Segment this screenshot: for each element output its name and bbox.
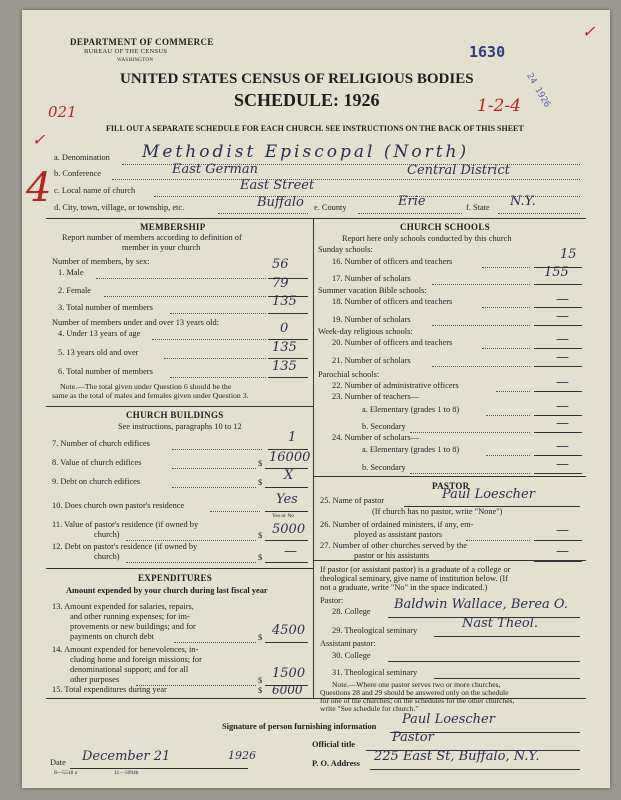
- date-value: December 21: [82, 749, 171, 764]
- dollar-sign: $: [258, 459, 263, 468]
- q21-label: 21. Number of scholars: [332, 356, 411, 365]
- conference-label: b. Conference: [54, 169, 101, 178]
- q5-value: 135: [272, 340, 297, 355]
- answer-line: [265, 487, 308, 488]
- q29-value: Nast Theol.: [462, 616, 539, 631]
- q24a-label: a. Elementary (grades 1 to 8): [362, 445, 460, 454]
- dollar-sign: $: [258, 676, 263, 685]
- answer-line: [534, 307, 582, 308]
- answer-line: [268, 377, 308, 378]
- dollar-sign: $: [258, 633, 263, 642]
- graduate-note: theological seminary, give name of institution below. (If: [320, 574, 508, 583]
- q22-label: 22. Number of administrative officers: [332, 381, 459, 390]
- q4-value: 0: [280, 321, 289, 336]
- q25-value: Paul Loescher: [442, 487, 535, 502]
- code-left: 021: [48, 103, 77, 121]
- q23b-label: b. Secondary: [362, 422, 406, 431]
- q26-label-cont: ployed as assistant pastors: [354, 530, 443, 539]
- answer-line: [265, 540, 308, 541]
- divider: [104, 296, 266, 297]
- q11-label: 11. Value of pastor's residence (if owned by: [52, 520, 199, 529]
- q24a-value: —: [556, 439, 569, 454]
- q24b-value: —: [556, 457, 569, 472]
- divider: [174, 642, 256, 643]
- signature-value: Paul Loescher: [402, 712, 495, 727]
- expenditures-heading: EXPENDITURES: [138, 573, 213, 583]
- pastor-note: write "See schedule for church.": [320, 704, 419, 713]
- q13-label-cont: payments on church debt: [70, 632, 154, 641]
- answer-line: [534, 348, 582, 349]
- divider: [482, 307, 530, 308]
- q2-value: 79: [272, 276, 289, 291]
- q29-label: 29. Theological seminary: [332, 626, 418, 635]
- section-rule: [46, 406, 313, 407]
- answer-line: [534, 561, 582, 562]
- answer-line: [534, 473, 582, 474]
- conference-value: East German: [172, 162, 259, 177]
- yes-no-hint: Yes or No: [272, 513, 295, 519]
- city-value: Buffalo: [257, 195, 304, 210]
- q11-value: 5000: [272, 522, 306, 537]
- signature-label: Signature of person furnishing information: [222, 722, 377, 731]
- answer-line: [434, 678, 580, 679]
- answer-line: [534, 455, 582, 456]
- dollar-sign: $: [258, 531, 263, 540]
- q8-value: 16000: [269, 450, 311, 465]
- answer-line: [534, 366, 582, 367]
- answer-line: [388, 661, 580, 662]
- membership-note: same as the total of males and females given under Question 3.: [52, 391, 249, 400]
- q6-value: 135: [272, 359, 297, 374]
- q31-label: 31. Theological seminary: [332, 668, 418, 677]
- divider: [358, 213, 462, 214]
- q20-value: —: [556, 332, 569, 347]
- church-name-label: c. Local name of church: [54, 186, 136, 195]
- q8-label: 8. Value of church edifices: [52, 458, 142, 467]
- q28-label: 28. College: [332, 607, 371, 616]
- weekday-schools-label: Week-day religious schools:: [318, 327, 413, 336]
- stamp-number: 1630: [469, 43, 506, 61]
- q9-label: 9. Debt on church edifices: [52, 477, 141, 486]
- stamp-date: 24 1926: [524, 71, 552, 110]
- q18-label: 18. Number of officers and teachers: [332, 297, 453, 306]
- divider: [410, 432, 530, 433]
- address-label: P. O. Address: [312, 759, 360, 768]
- dollar-sign: $: [258, 686, 263, 695]
- q12-label: 12. Debt on pastor's residence (if owned by: [52, 542, 198, 551]
- q9-value: X: [284, 468, 294, 483]
- q27-value: —: [556, 544, 569, 559]
- q16-value: 15: [560, 247, 577, 262]
- answer-line: [265, 511, 308, 512]
- answer-line: [268, 313, 308, 314]
- q30-label: 30. College: [332, 651, 371, 660]
- divider: [432, 284, 530, 285]
- q13-value: 4500: [272, 623, 306, 638]
- q26-label: 26. Number of ordained ministers, if any, em-: [320, 520, 474, 529]
- address-value: 225 East St, Buffalo, N.Y.: [374, 749, 540, 764]
- q3-label: 3. Total number of members: [58, 303, 153, 312]
- q17-value: 155: [544, 265, 569, 280]
- table-top-rule: [46, 218, 586, 219]
- divider: [466, 540, 530, 541]
- divider: [172, 449, 262, 450]
- answer-line: [534, 540, 582, 541]
- answer-line: [534, 432, 582, 433]
- divider: [410, 473, 530, 474]
- schedule-title: SCHEDULE: 1926: [234, 90, 380, 110]
- city-label: d. City, town, village, or township, etc.: [54, 203, 185, 212]
- q24-label: 24. Number of scholars—: [332, 433, 419, 442]
- divider: [172, 468, 256, 469]
- assistant-pastor-sublabel: Assistant pastor:: [320, 639, 376, 648]
- q3-value: 135: [272, 294, 297, 309]
- q19-label: 19. Number of scholars: [332, 315, 411, 324]
- city-heading: WASHINGTON: [117, 58, 154, 63]
- membership-heading: MEMBERSHIP: [140, 222, 206, 232]
- parochial-schools-label: Parochial schools:: [318, 370, 380, 379]
- divider: [164, 358, 266, 359]
- q27-label-cont: pastor or his assistants: [354, 551, 430, 560]
- q13-label-cont: and other running expenses; for im-: [70, 612, 190, 621]
- q24b-label: b. Secondary: [362, 463, 406, 472]
- q15-label: 15. Total expenditures during year: [52, 685, 167, 694]
- date-label: Date: [50, 758, 66, 767]
- answer-line: [265, 642, 308, 643]
- divider: [96, 278, 266, 279]
- church-name-value: East Street: [240, 178, 315, 193]
- divider: [498, 213, 580, 214]
- buildings-heading: CHURCH BUILDINGS: [126, 410, 224, 420]
- q27-label: 27. Number of other churches served by the: [320, 541, 467, 550]
- divider: [112, 179, 580, 180]
- pastor-note: for one of the churches; on the schedules for the other churches,: [320, 696, 515, 705]
- answer-line: [265, 562, 308, 563]
- q2-label: 2. Female: [58, 286, 92, 295]
- date-year: 1926: [228, 749, 256, 762]
- q12-label-cont: church): [94, 552, 120, 561]
- department-heading: DEPARTMENT OF COMMERCE: [70, 37, 214, 47]
- q15-value: 6000: [272, 683, 303, 697]
- sunday-schools-label: Sunday schools:: [318, 245, 373, 254]
- pastor-sublabel: Pastor:: [320, 596, 344, 605]
- q14-label: 14. Amount expended for benevolences, in-: [52, 645, 199, 654]
- state-value: N.Y.: [510, 194, 536, 209]
- column-divider: [313, 218, 314, 698]
- schools-instruction: Report here only schools conducted by this church: [342, 234, 512, 243]
- pastor-note: Questions 28 and 29 should be answered only on the schedule: [320, 688, 509, 697]
- margin-mark: 4: [26, 165, 52, 211]
- divider: [152, 339, 266, 340]
- divider: [482, 348, 530, 349]
- q10-label: 10. Does church own pastor's residence: [52, 501, 185, 510]
- instruction-line: FILL OUT A SEPARATE SCHEDULE FOR EACH CHURCH. SEE INSTRUCTIONS ON THE BACK OF THIS SHEET: [106, 124, 524, 133]
- divider: [126, 540, 256, 541]
- q26-value: —: [556, 523, 569, 538]
- section-rule: [313, 560, 586, 561]
- county-value: Erie: [398, 194, 426, 209]
- check-mark: ✓: [582, 22, 596, 41]
- answer-line: [434, 636, 580, 637]
- section-rule: [46, 568, 313, 569]
- divider: [170, 313, 266, 314]
- divider: [482, 267, 530, 268]
- form-code: 11—5094b: [114, 770, 139, 776]
- q22-value: —: [556, 375, 569, 390]
- membership-instruction: Report number of members according to definition of: [62, 233, 242, 242]
- answer-line: [370, 769, 580, 770]
- official-title-value: Pastor: [392, 730, 434, 745]
- answer-line: [534, 391, 582, 392]
- expenditures-subheading: Amount expended by your church during last fiscal year: [66, 586, 268, 595]
- divider: [170, 377, 266, 378]
- q7-value: 1: [288, 430, 297, 445]
- divider: [172, 487, 256, 488]
- q11-label-cont: church): [94, 530, 120, 539]
- q23b-value: —: [556, 416, 569, 431]
- q23a-value: —: [556, 399, 569, 414]
- q17-label: 17. Number of scholars: [332, 274, 411, 283]
- q19-value: —: [556, 309, 569, 324]
- divider: [210, 511, 260, 512]
- census-schedule-sheet: [22, 10, 610, 788]
- q25-note: (If church has no pastor, write "None"): [372, 507, 503, 516]
- dollar-sign: $: [258, 478, 263, 487]
- membership-instruction: member in your church: [122, 243, 201, 252]
- q14-value: 1500: [272, 666, 306, 681]
- section-rule: [313, 476, 586, 477]
- q10-value: Yes: [276, 492, 298, 507]
- q5-label: 5. 13 years old and over: [58, 348, 139, 357]
- denomination-value: Methodist Episcopal (North): [142, 142, 470, 162]
- check-mark: ✓: [32, 130, 46, 149]
- membership-note: Note.—The total given under Question 6 should be the: [60, 382, 232, 391]
- divider: [126, 562, 256, 563]
- code-right: 1-2-4: [477, 96, 521, 116]
- pastor-heading: PASTOR: [432, 481, 470, 491]
- pastor-note: Note.—Where one pastor serves two or more churches,: [332, 680, 501, 689]
- q23-label: 23. Number of teachers—: [332, 392, 419, 401]
- q14-label-cont: cluding home and foreign missions; for: [70, 655, 202, 664]
- q23a-label: a. Elementary (grades 1 to 8): [362, 405, 460, 414]
- divider: [432, 325, 530, 326]
- q18-value: —: [556, 292, 569, 307]
- q4-label: 4. Under 13 years of age: [58, 329, 141, 338]
- schools-heading: CHURCH SCHOOLS: [400, 222, 490, 232]
- q16-label: 16. Number of officers and teachers: [332, 257, 453, 266]
- q1-value: 56: [272, 257, 289, 272]
- q14-label-cont: denominational support; and for all: [70, 665, 189, 674]
- members-by-sex-label: Number of members, by sex:: [52, 257, 150, 266]
- q6-label: 6. Total number of members: [58, 367, 153, 376]
- conference-district: Central District: [407, 163, 510, 178]
- divider: [486, 455, 530, 456]
- q13-label: 13. Amount expended for salaries, repairs,: [52, 602, 194, 611]
- state-label: f. State: [466, 203, 490, 212]
- q20-label: 20. Number of officers and teachers: [332, 338, 453, 347]
- answer-line: [534, 325, 582, 326]
- divider: [486, 415, 530, 416]
- q21-value: —: [556, 350, 569, 365]
- denomination-label: a. Denomination: [54, 153, 110, 162]
- buildings-instruction: See instructions, paragraphs 10 to 12: [118, 422, 242, 431]
- divider: [496, 391, 530, 392]
- dollar-sign: $: [258, 553, 263, 562]
- q28-value: Baldwin Wallace, Berea O.: [394, 597, 568, 612]
- divider: [432, 366, 530, 367]
- bureau-heading: BUREAU OF THE CENSUS: [84, 48, 168, 55]
- q1-label: 1. Male: [58, 268, 84, 277]
- answer-line: [70, 768, 248, 769]
- answer-line: [534, 284, 582, 285]
- q7-label: 7. Number of church edifices: [52, 439, 150, 448]
- county-label: e. County: [314, 203, 347, 212]
- q12-value: —: [284, 544, 297, 559]
- q13-label-cont: provements or new buildings; and for: [70, 622, 196, 631]
- age-label: Number of members under and over 13 years old:: [52, 318, 219, 327]
- form-title: UNITED STATES CENSUS OF RELIGIOUS BODIES: [120, 71, 474, 87]
- q14-label-cont: other purposes: [70, 675, 120, 684]
- summer-schools-label: Summer vacation Bible schools:: [318, 286, 427, 295]
- graduate-note: not a graduate, write "No" in the space indicated.): [320, 583, 488, 592]
- form-code: 8—5518 a: [54, 770, 78, 776]
- official-title-label: Official title: [312, 740, 356, 749]
- divider: [218, 213, 308, 214]
- q25-label: 25. Name of pastor: [320, 496, 385, 505]
- graduate-note: If pastor (or assistant pastor) is a graduate of a college or: [320, 565, 511, 574]
